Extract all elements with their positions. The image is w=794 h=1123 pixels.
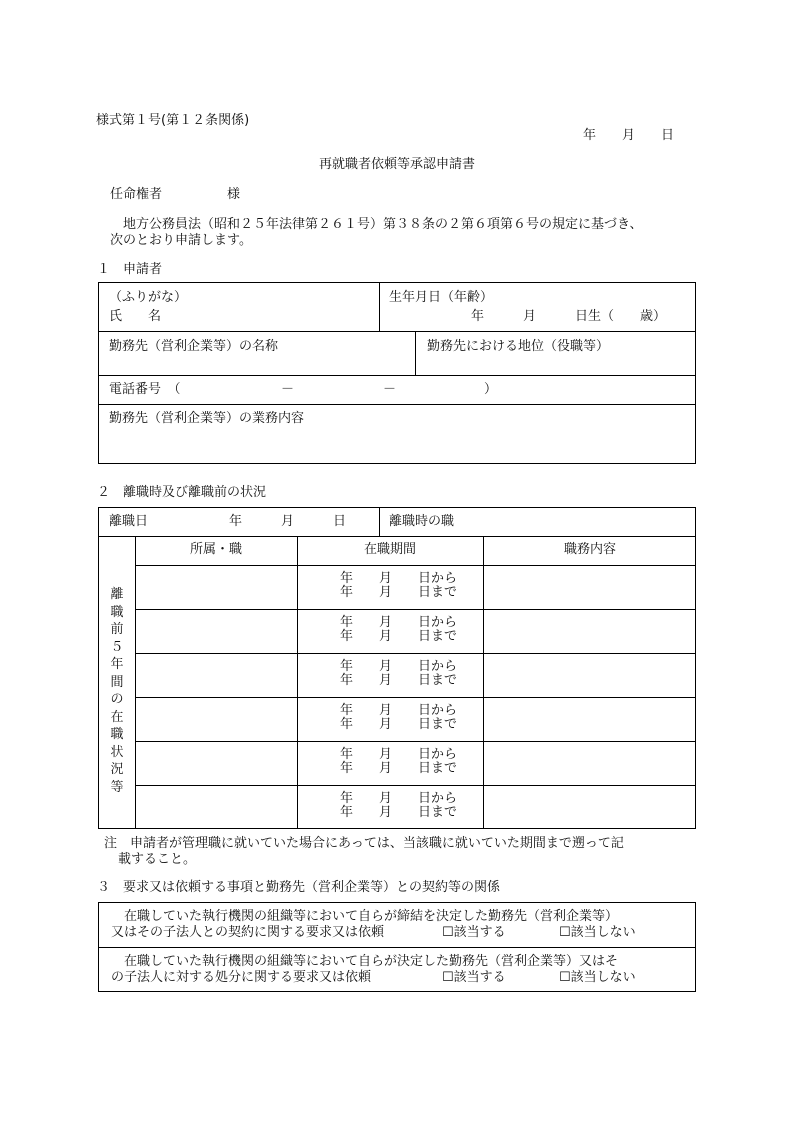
column-header-duties: 職務内容 [563,542,616,557]
checkbox-icon[interactable]: ☐ [559,970,571,985]
period-from-4: 年 月 日から [340,703,458,718]
item-1-line-2: 又はその子法人との契約に関する要求又は依頼 [111,925,385,940]
employer-position-label: 勤務先における地位（役職等） [427,339,610,354]
period-from-2: 年 月 日から [340,615,458,630]
checkbox-icon[interactable]: ☐ [559,925,571,940]
period-to-6: 年 月 日まで [340,805,458,820]
form-number: 様式第１号(第１２条関係) [96,113,250,128]
checkbox-icon[interactable]: ☐ [442,970,454,985]
option-no-label: 該当しない [570,925,636,940]
note-line-1: 注 申請者が管理職に就いていた場合にあっては、当該職に就いていた期間まで遡って記 [104,836,624,851]
item-2-line-1: 在職していた執行機関の組織等において自らが決定した勤務先（営利企業等）又はそ [111,954,619,969]
contract-relation-table [98,902,696,992]
retire-date-label: 離職日 [109,514,149,529]
column-header-period: 在職期間 [363,542,416,557]
intro-line-2: 次のとおり申請します。 [110,233,252,248]
section-1-heading: １ 申請者 [97,262,163,277]
item-2-line-2: の子法人に対する処分に関する要求又は依頼 [111,970,372,985]
option-no-label: 該当しない [570,970,636,985]
retire-post-label: 離職時の職 [389,514,455,529]
name-label: 氏 名 [109,309,162,324]
business-label: 勤務先（営利企業等）の業務内容 [109,411,305,426]
section-3-heading: ３ 要求又は依頼する事項と勤務先（営利企業等）との契約等の関係 [97,880,501,895]
phone-dash-2: － [383,382,397,397]
period-to-2: 年 月 日まで [340,629,458,644]
section-2-heading: ２ 離職時及び離職前の状況 [97,485,267,500]
applicant-table [98,282,696,464]
period-from-1: 年 月 日から [340,571,458,586]
side-label: 離職前５年間の在職状況等 [110,587,124,795]
phone-dash-1: － [281,382,295,397]
period-to-3: 年 月 日まで [340,673,458,688]
page-title: 再就職者依頼等承認申請書 [318,157,475,172]
option-yes-label: 該当する [453,970,506,985]
option-yes-label: 該当する [453,925,506,940]
period-from-6: 年 月 日から [340,791,458,806]
item-1-option-no[interactable] [559,925,636,941]
item-2-option-no[interactable] [559,970,636,986]
item-1-option-yes[interactable] [442,925,506,941]
retire-date-units: 年 月 日 [229,514,347,529]
birth-date-line: 年 月 日生（ 歳） [471,309,667,324]
column-header-affiliation: 所属・職 [189,542,242,557]
period-from-3: 年 月 日から [340,659,458,674]
item-2-option-yes[interactable] [442,970,506,986]
employer-name-label: 勤務先（営利企業等）の名称 [109,339,279,354]
phone-close: ） [484,382,498,397]
addressee: 任命権者 様 [110,187,241,202]
date-line: 年 月 日 [583,128,675,143]
furigana-label: （ふりがな） [109,290,188,305]
period-to-1: 年 月 日まで [340,585,458,600]
note-line-2: 載すること。 [118,852,197,867]
birth-label: 生年月日（年齢） [389,290,494,305]
period-to-5: 年 月 日まで [340,761,458,776]
item-1-line-1: 在職していた執行機関の組織等において自らが締結を決定した勤務先（営利企業等） [111,909,619,924]
checkbox-icon[interactable]: ☐ [442,925,454,940]
period-to-4: 年 月 日まで [340,717,458,732]
history-table [98,507,696,829]
intro-line-1: 地方公務員法（昭和２５年法律第２６１号）第３８条の２第６項第６号の規定に基づき、 [110,217,643,232]
phone-label: 電話番号 （ [109,382,181,397]
period-from-5: 年 月 日から [340,747,458,762]
